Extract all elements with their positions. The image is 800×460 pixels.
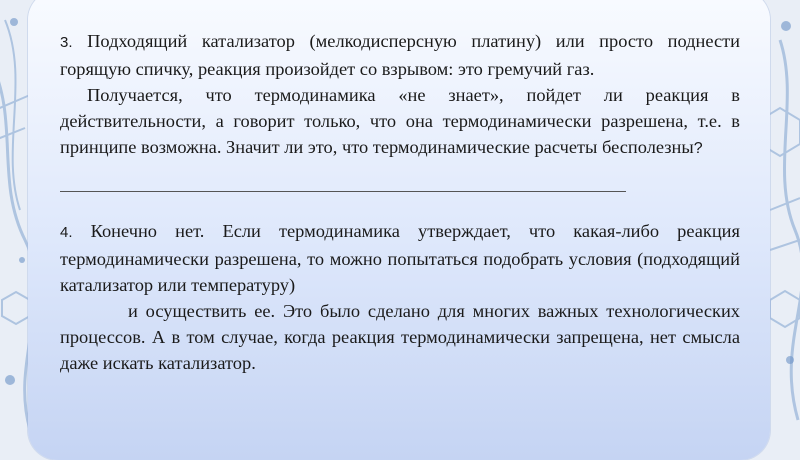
slide-text (60, 28, 740, 376)
point-3 (60, 28, 740, 82)
point-3-number: 3. (60, 34, 73, 51)
thermodynamics-text: Получается, что термодинамика «не знает», пойдет ли реакция в действительности, а говорит только, что она термодинамически разрешена, т.е. в принципе возможна. Значит ли это, что термодинамические расчеты бесполезны (60, 85, 740, 157)
separator-line (60, 191, 626, 192)
final-paragraph: и осуществить ее. Это было сделано для многих важных технологических процессов. А в том случае, когда реакция термодинамически запрещена, нет смысла даже искать катализатор. (60, 301, 740, 373)
question-mark: ? (693, 140, 703, 157)
point-4-number: 4. (60, 224, 73, 241)
point-4-text: Конечно нет. Если термодинамика утверждает, что какая-либо реакция термодинамически разрешена, то можно попытаться подобрать условия (подходящий катализатор или температуру) (60, 221, 740, 295)
point-3-text: Подходящий катализатор (мелкодисперсную платину) или просто поднести горящую спичку, реакция произойдет со взрывом: это гремучий газ. (60, 31, 740, 79)
thermodynamics-paragraph (60, 82, 740, 162)
point-4 (60, 218, 740, 298)
